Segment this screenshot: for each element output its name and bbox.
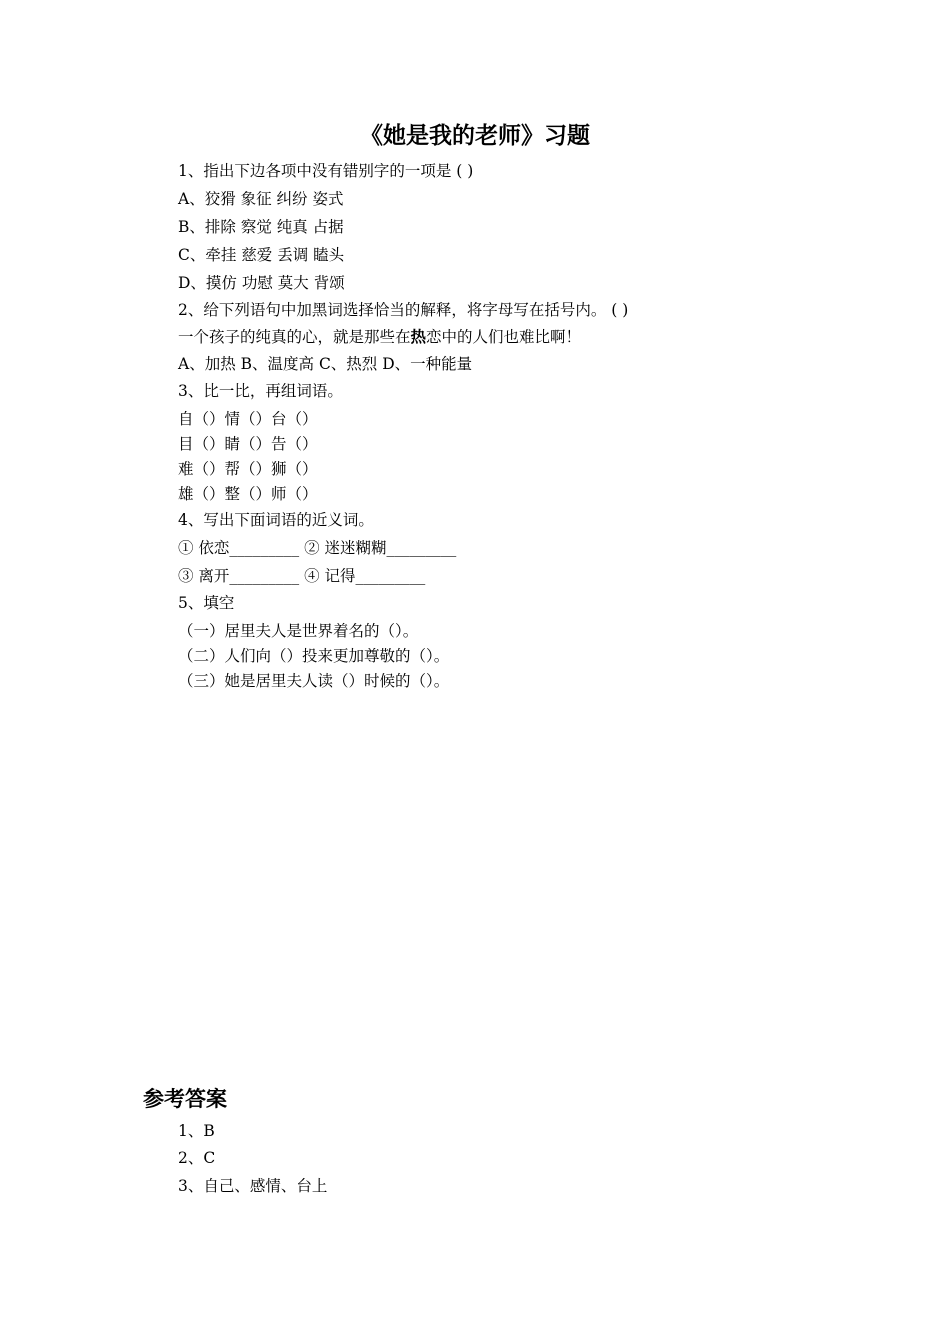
answers-heading: 参考答案 (143, 1087, 227, 1111)
question-2-bold-word: 热 (410, 328, 427, 346)
answer-item-2: 2、C (178, 1149, 216, 1167)
question-5-row-1: （一）居里夫人是世界着名的（）。 (178, 622, 419, 640)
answer-item-3: 3、自己、感情、台上 (178, 1177, 328, 1195)
page-title: 《她是我的老师》习题 (360, 123, 590, 149)
answer-item-1: 1、B (178, 1122, 215, 1140)
question-4-row-2: ③ 离开_________ ④ 记得_________ (178, 567, 426, 585)
question-1-option-c: C、牵挂 慈爱 丢调 瞌头 (178, 246, 345, 264)
question-5-row-3: （三）她是居里夫人读（）时候的（）。 (178, 672, 450, 690)
question-2-sentence (178, 326, 581, 348)
question-1-prompt: 1、指出下边各项中没有错别字的一项是 ( ) (178, 162, 474, 180)
question-3-row-2: 目（）睛（）告（） (178, 435, 318, 453)
question-3-row-1: 自（）情（）台（） (178, 410, 318, 428)
question-5-prompt: 5、填空 (178, 594, 235, 612)
question-2-sentence-after: 恋中的人们也难比啊！ (426, 328, 582, 346)
question-1-option-a: A、狡猾 象征 纠纷 姿式 (178, 190, 344, 208)
question-2-prompt: 2、给下列语句中加黑词选择恰当的解释，将字母写在括号内。 ( ) (178, 301, 629, 319)
question-1-option-b: B、排除 察觉 纯真 占据 (178, 218, 344, 236)
question-3-row-4: 雄（）整（）师（） (178, 485, 318, 503)
question-2-options: A、加热 B、温度高 C、热烈 D、一种能量 (178, 355, 473, 373)
question-3-row-3: 难（）帮（）狮（） (178, 460, 318, 478)
question-3-prompt: 3、比一比，再组词语。 (178, 382, 343, 400)
question-4-prompt: 4、写出下面词语的近义词。 (178, 511, 374, 529)
question-1-option-d: D、摸仿 功慰 莫大 背颂 (178, 274, 345, 292)
question-5-row-2: （二）人们向（）投来更加尊敬的（）。 (178, 647, 450, 665)
question-4-row-1: ① 依恋_________ ② 迷迷糊糊_________ (178, 539, 457, 557)
question-2-sentence-before: 一个孩子的纯真的心，就是那些在 (178, 328, 411, 346)
